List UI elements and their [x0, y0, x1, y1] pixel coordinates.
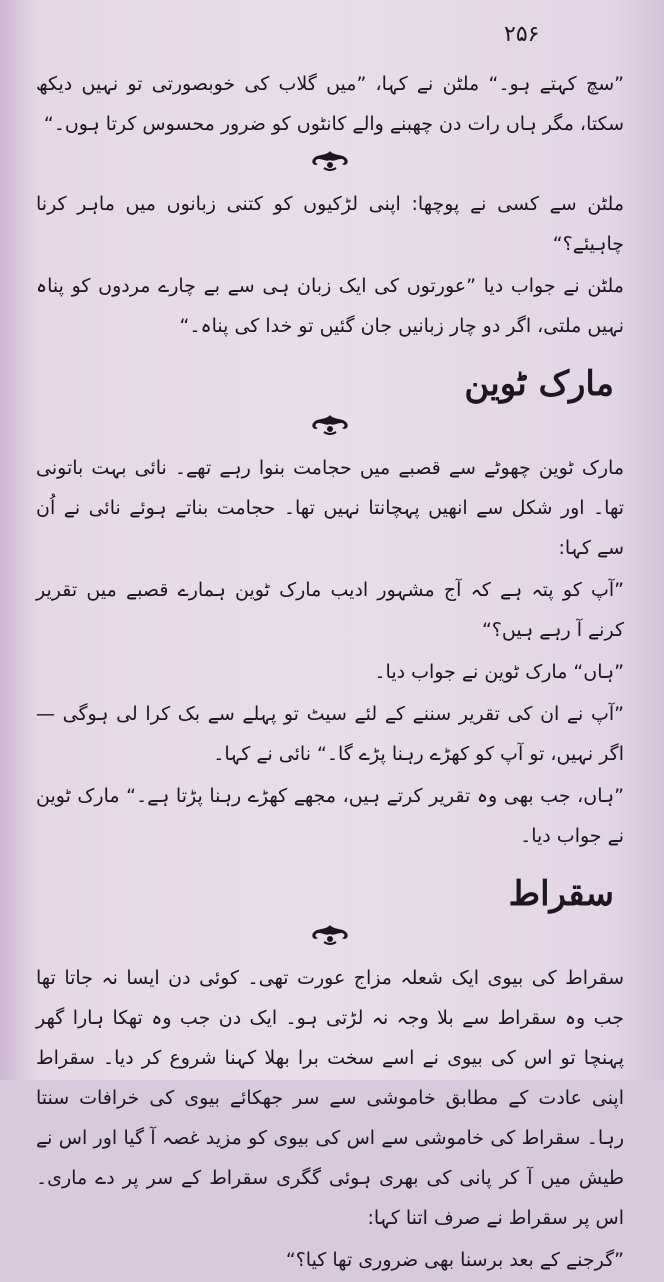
- section-heading-mark-twain: مارک ٹوین: [464, 364, 614, 404]
- mark-twain-paragraph-4: ”آپ نے ان کی تقریر سننے کے لئے سیٹ تو پہلے سے بک کرا لی ہوگی — اگر نہیں، تو آپ کو کھڑے رہنا پڑے گا۔“ نائی نے کہا۔: [36, 703, 624, 765]
- socrates-paragraph-2: ”گرجنے کے بعد برسنا بھی ضروری تھا کیا؟“: [285, 1249, 624, 1271]
- intro-paragraph-2: ملٹن سے کسی نے پوچھا: اپنی لڑکیوں کو کتنی زبانوں میں ماہر کرنا چاہیئے؟“: [36, 193, 624, 255]
- page-number: ۲۵۶: [504, 22, 540, 47]
- intro-paragraph-3: ملٹن نے جواب دیا ”عورتوں کی ایک زبان ہی سے بے چارے مردوں کو پناہ نہیں ملتی، اگر دو چار زبانیں جان گئیں تو خدا کی پناہ۔“: [36, 275, 624, 337]
- page-content: [36, 64, 624, 1282]
- fleuron-ornament-icon: [36, 922, 624, 948]
- mark-twain-paragraph-1: مارک ٹوین چھوٹے سے قصبے میں حجامت بنوا رہے تھے۔ نائی بہت باتونی تھا۔ اور شکل سے انھیں پہچانتا نہیں تھا۔ حجامت بناتے ہوئے نائی نے اُن سے کہا:: [36, 457, 624, 559]
- mark-twain-paragraph-3: ”ہاں“ مارک ٹوین نے جواب دیا۔: [374, 661, 624, 683]
- section-heading-socrates: سقراط: [508, 874, 614, 914]
- fleuron-ornament-icon: [36, 412, 624, 438]
- mark-twain-paragraph-5: ”ہاں، جب بھی وہ تقریر کرتے ہیں، مجھے کھڑے رہنا پڑتا ہے۔“ مارک ٹوین نے جواب دیا۔: [36, 785, 624, 847]
- intro-paragraph-1: ”سچ کہتے ہو۔“ ملٹن نے کہا، ”میں گلاب کی خوبصورتی تو نہیں دیکھ سکتا، مگر ہاں رات دن چھبنے والے کانٹوں کو ضرور محسوس کرتا ہوں۔“: [36, 73, 624, 135]
- mark-twain-paragraph-2: ”آپ کو پتہ ہے کہ آج مشہور ادیب مارک ٹوین ہمارے قصبے میں تقریر کرنے آ رہے ہیں؟“: [36, 579, 624, 641]
- fleuron-ornament-icon: [36, 148, 624, 174]
- socrates-paragraph-1: سقراط کی بیوی ایک شعلہ مزاج عورت تھی۔ کوئی دن ایسا نہ جاتا تھا جب وہ سقراط سے بلا وجہ نہ لڑتی ہو۔ ایک دن جب وہ تھکا ہارا گھر پہنچا تو اس کی بیوی نے اسے سخت برا بھلا کہنا شروع کر دیا۔ سقراط اپنی عادت کے مطابق خاموشی سے سر جھکائے بیوی کی خرافات سنتا رہا۔ سقراط کی خاموشی سے اس کی بیوی کو مزید غصہ آ گیا اور اس نے طیش میں آ کر پانی کی بھری ہوئی گگری سقراط کے سر پر دے ماری۔ اس پر سقراط نے صرف اتنا کہا:: [36, 967, 624, 1229]
